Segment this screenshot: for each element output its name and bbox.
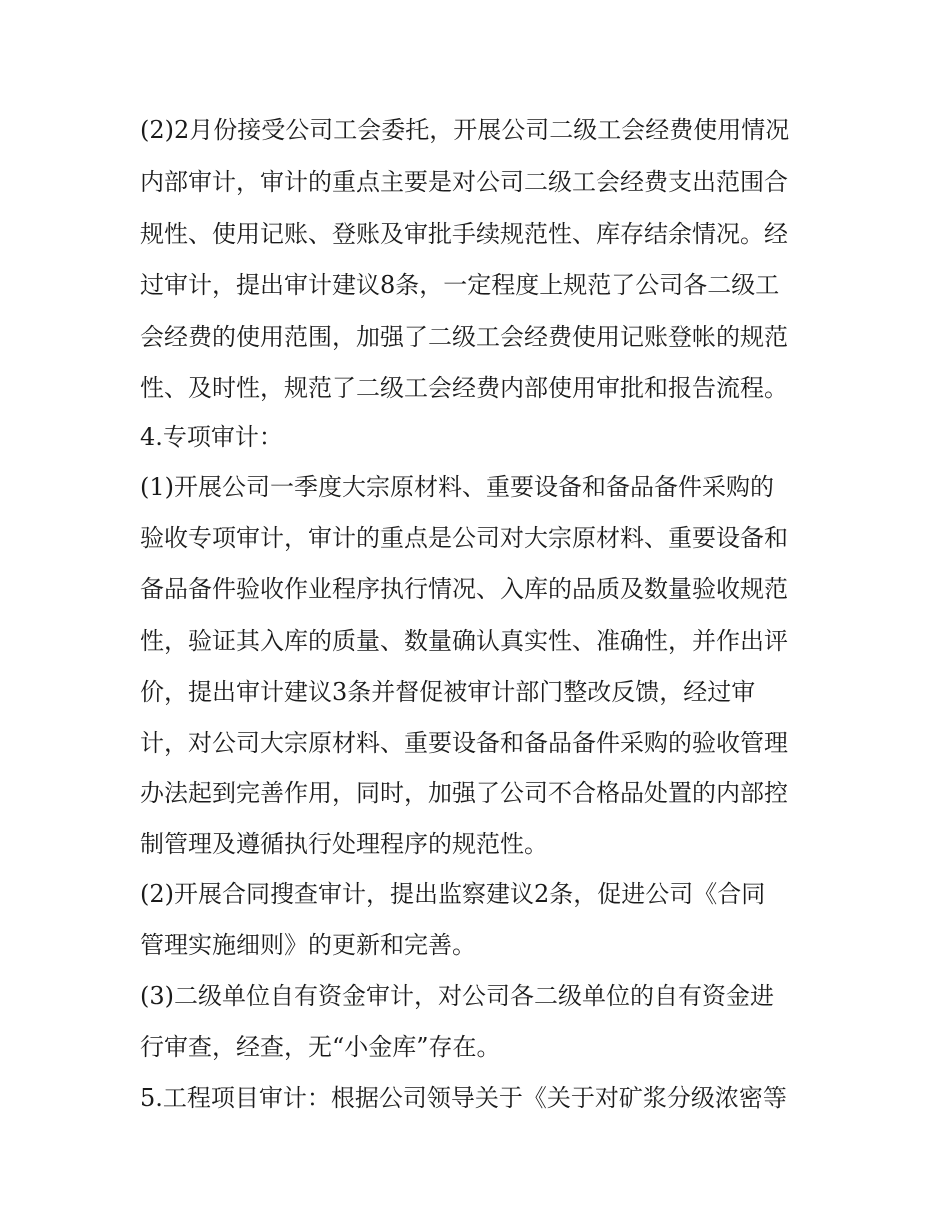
text-line: 性、及时性，规范了二级工会经费内部使用审批和报告流程。 [140,374,788,402]
text-line: 办法起到完善作用，同时，加强了公司不合格品处置的内部控 [140,779,788,807]
text-line: (1)开展公司一季度大宗原材料、重要设备和备品备件采购的 [140,473,774,501]
text-line: 备品备件验收作业程序执行情况、入库的品质及数量验收规范 [140,575,788,603]
text-line: 制管理及遵循执行处理程序的规范性。 [140,830,548,858]
text-line: 价，提出审计建议3条并督促被审计部门整改反馈，经过审 [140,678,756,706]
text-line: 行审查，经查，无“小金库”存在。 [140,1033,501,1061]
text-line: 规性、使用记账、登账及审批手续规范性、库存结余情况。经 [140,220,788,248]
text-line: 计，对公司大宗原材料、重要设备和备品备件采购的验收管理 [140,729,788,757]
text-line: 管理实施细则》的更新和完善。 [140,931,476,959]
text-line: 内部审计，审计的重点主要是对公司二级工会经费支出范围合 [140,168,788,196]
text-line: (2)开展合同搜查审计，提出监察建议2条，促进公司《合同 [140,880,766,908]
text-line: 过审计，提出审计建议8条，一定程度上规范了公司各二级工 [140,271,780,299]
text-line: (2)2月份接受公司工会委托，开展公司二级工会经费使用情况 [140,116,790,144]
text-line: 验收专项审计，审计的重点是公司对大宗原材料、重要设备和 [140,524,788,552]
text-line: (3)二级单位自有资金审计，对公司各二级单位的自有资金进 [140,982,774,1010]
text-line: 性，验证其入库的质量、数量确认真实性、准确性，并作出评 [140,627,788,655]
section-heading: 5.工程项目审计：根据公司领导关于《关于对矿浆分级浓密等 [140,1084,787,1112]
section-heading: 4.专项审计： [140,423,283,451]
text-line: 会经费的使用范围，加强了二级工会经费使用记账登帐的规范 [140,323,788,351]
